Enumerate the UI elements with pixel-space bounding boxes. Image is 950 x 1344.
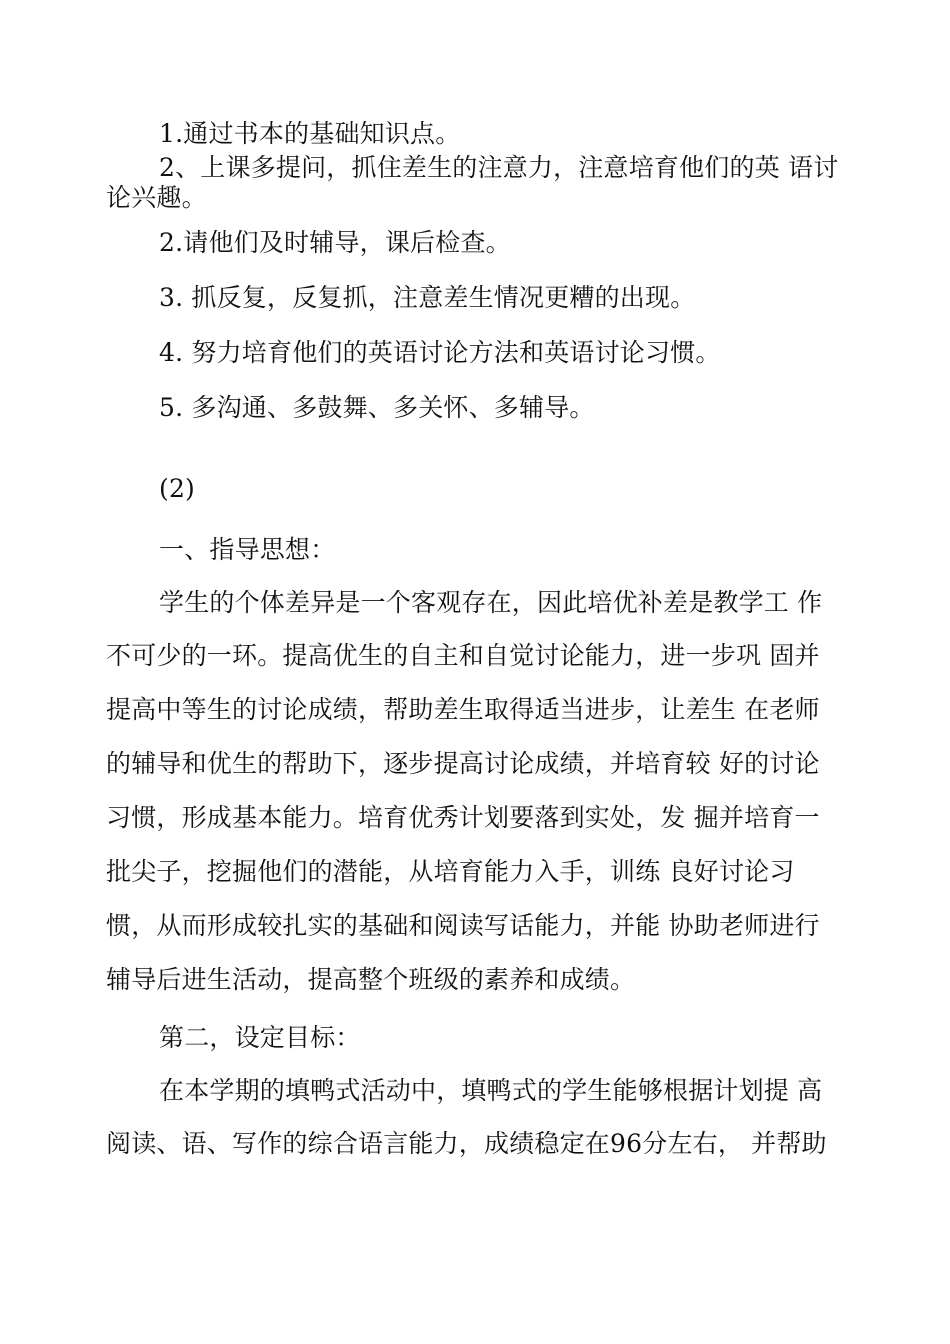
list-item-4: 3. 抓反复，反复抓，注意差生情况更糟的出现。 bbox=[159, 283, 696, 312]
heading-set-goals: 第二，设定目标： bbox=[159, 1023, 361, 1052]
paragraph-1-line-6: 批尖子，挖掘他们的潜能，从培育能力入手，训练 良好讨论习 bbox=[106, 857, 795, 886]
paragraph-1-line-2: 不可少的一环。提高优生的自主和自觉讨论能力，进一步巩 固并 bbox=[106, 641, 820, 670]
section-number: (2) bbox=[159, 474, 196, 503]
paragraph-1-line-7: 惯，从而形成较扎实的基础和阅读写话能力，并能 协助老师进行 bbox=[106, 911, 820, 940]
list-item-6: 5. 多沟通、多鼓舞、多关怀、多辅导。 bbox=[159, 393, 595, 422]
heading-guiding-thought: 一、指导思想： bbox=[159, 535, 336, 564]
list-item-3: 2.请他们及时辅导，课后检查。 bbox=[159, 228, 511, 257]
list-item-2: 2、上课多提问，抓住差生的注意力，注意培育他们的英 语讨 bbox=[159, 153, 839, 182]
paragraph-1-line-8: 辅导后进生活动，提高整个班级的素养和成绩。 bbox=[106, 965, 636, 994]
list-item-2-continuation: 论兴趣。 bbox=[106, 183, 207, 212]
list-item-5: 4. 努力培育他们的英语讨论方法和英语讨论习惯。 bbox=[159, 338, 721, 367]
paragraph-1-line-4: 的辅导和优生的帮助下，逐步提高讨论成绩，并培育较 好的讨论 bbox=[106, 749, 820, 778]
list-item-1: 1.通过书本的基础知识点。 bbox=[159, 119, 461, 148]
paragraph-2-line-1: 在本学期的填鸭式活动中，填鸭式的学生能够根据计划提 高 bbox=[159, 1076, 823, 1105]
paragraph-1-line-5: 习惯，形成基本能力。培育优秀计划要落到实处，发 掘并培育一 bbox=[106, 803, 820, 832]
paragraph-1-line-1: 学生的个体差异是一个客观存在，因此培优补差是教学工 作 bbox=[159, 588, 823, 617]
paragraph-2-line-2: 阅读、语、写作的综合语言能力，成绩稳定在96分左右， 并帮助 bbox=[106, 1129, 827, 1158]
paragraph-1-line-3: 提高中等生的讨论成绩，帮助差生取得适当进步，让差生 在老师 bbox=[106, 695, 820, 724]
